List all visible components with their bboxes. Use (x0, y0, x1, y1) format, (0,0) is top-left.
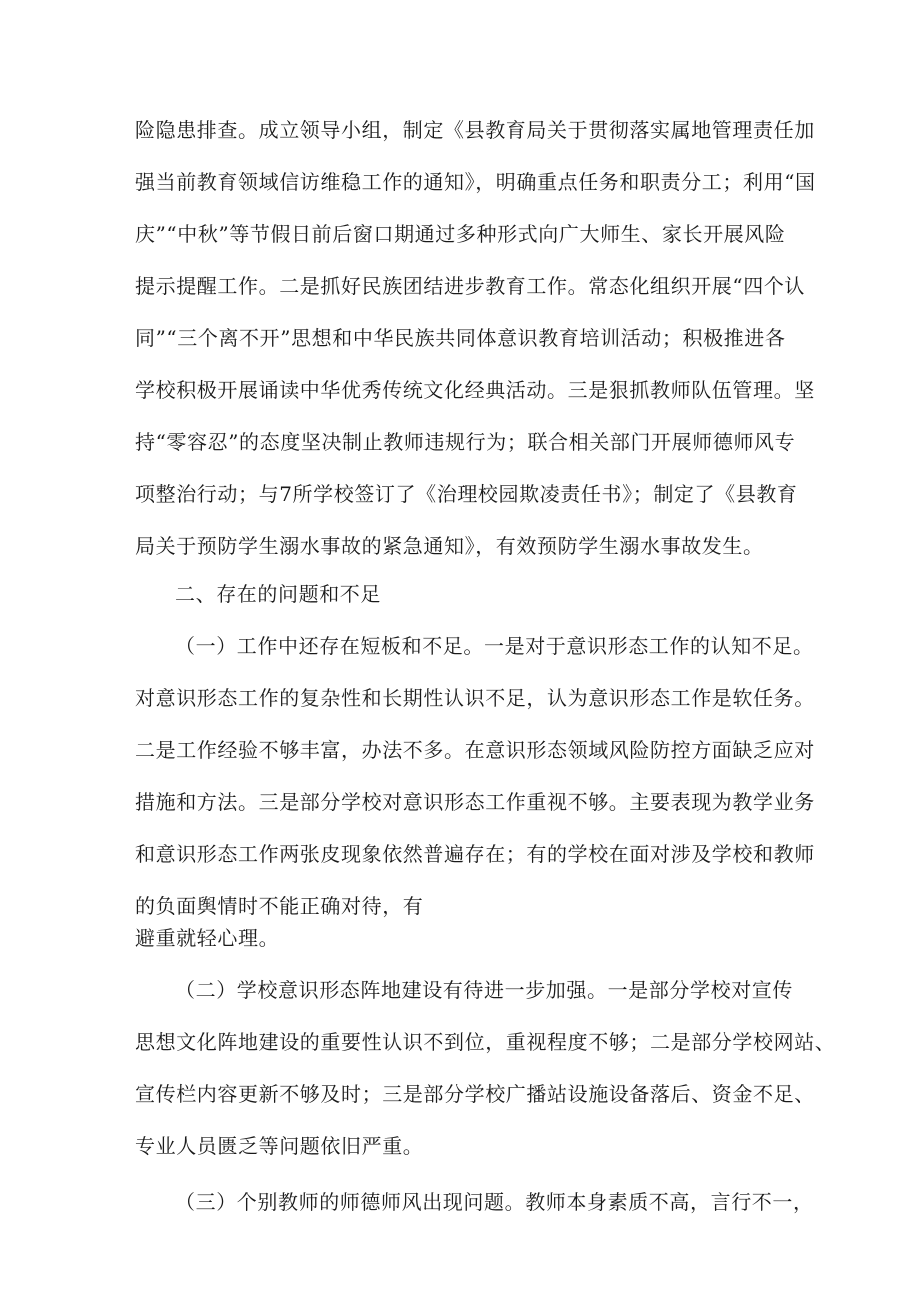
text-line: 和意识形态工作两张皮现象依然普遍存在；有的学校在面对涉及学校和教师 (135, 842, 815, 866)
text-line: 思想文化阵地建设的重要性认识不到位，重视程度不够；二是部分学校网站、 (135, 1030, 836, 1054)
text-line: 强当前教育领域信访维稳工作的通知》，明确重点任务和职责分工；利用“国 (135, 170, 816, 194)
text-line: 避重就轻心理。 (135, 926, 280, 950)
text-line: 的负面舆情时不能正确对待，有 (135, 894, 424, 918)
text-line: （一）工作中还存在短板和不足。一是对于意识形态工作的认知不足。 (175, 634, 814, 658)
text-line: 提示提醒工作。二是抓好民族团结进步教育工作。常态化组织开展“四个认 (135, 274, 806, 298)
text-line: 二是工作经验不够丰富，办法不多。在意识形态领域风险防控方面缺乏应对 (135, 738, 815, 762)
text-line: （二）学校意识形态阵地建设有待进一步加强。一是部分学校对宣传 (175, 978, 793, 1002)
text-line: 对意识形态工作的复杂性和长期性认识不足，认为意识形态工作是软任务。 (135, 686, 815, 710)
text-line: 专业人员匮乏等问题依旧严重。 (135, 1134, 424, 1158)
text-line: 同”“三个离不开”思想和中华民族共同体意识教育培训活动；积极推进各 (135, 326, 786, 350)
text-line: 学校积极开展诵读中华优秀传统文化经典活动。三是狠抓教师队伍管理。坚 (135, 378, 815, 402)
text-line: 险隐患排查。成立领导小组，制定《县教育局关于贯彻落实属地管理责任加 (135, 118, 815, 142)
text-line: 宣传栏内容更新不够及时；三是部分学校广播站设施设备落后、资金不足、 (135, 1082, 815, 1106)
text-line: 持“零容忍”的态度坚决制止教师违规行为；联合相关部门开展师德师风专 (135, 430, 796, 454)
section-heading: 二、存在的问题和不足 (175, 582, 381, 606)
text-line: 措施和方法。三是部分学校对意识形态工作重视不够。主要表现为教学业务 (135, 790, 815, 814)
text-line: （三）个别教师的师德师风出现问题。教师本身素质不高，言行不一， (175, 1190, 814, 1214)
text-line: 局关于预防学生溺水事故的紧急通知》，有效预防学生溺水事故发生。 (135, 534, 764, 558)
text-line: 项整治行动；与7所学校签订了《治理校园欺凌责任书》；制定了《县教育 (135, 482, 798, 506)
text-line: 庆”“中秋”等节假日前后窗口期通过多种形式向广大师生、家长开展风险 (135, 222, 786, 246)
